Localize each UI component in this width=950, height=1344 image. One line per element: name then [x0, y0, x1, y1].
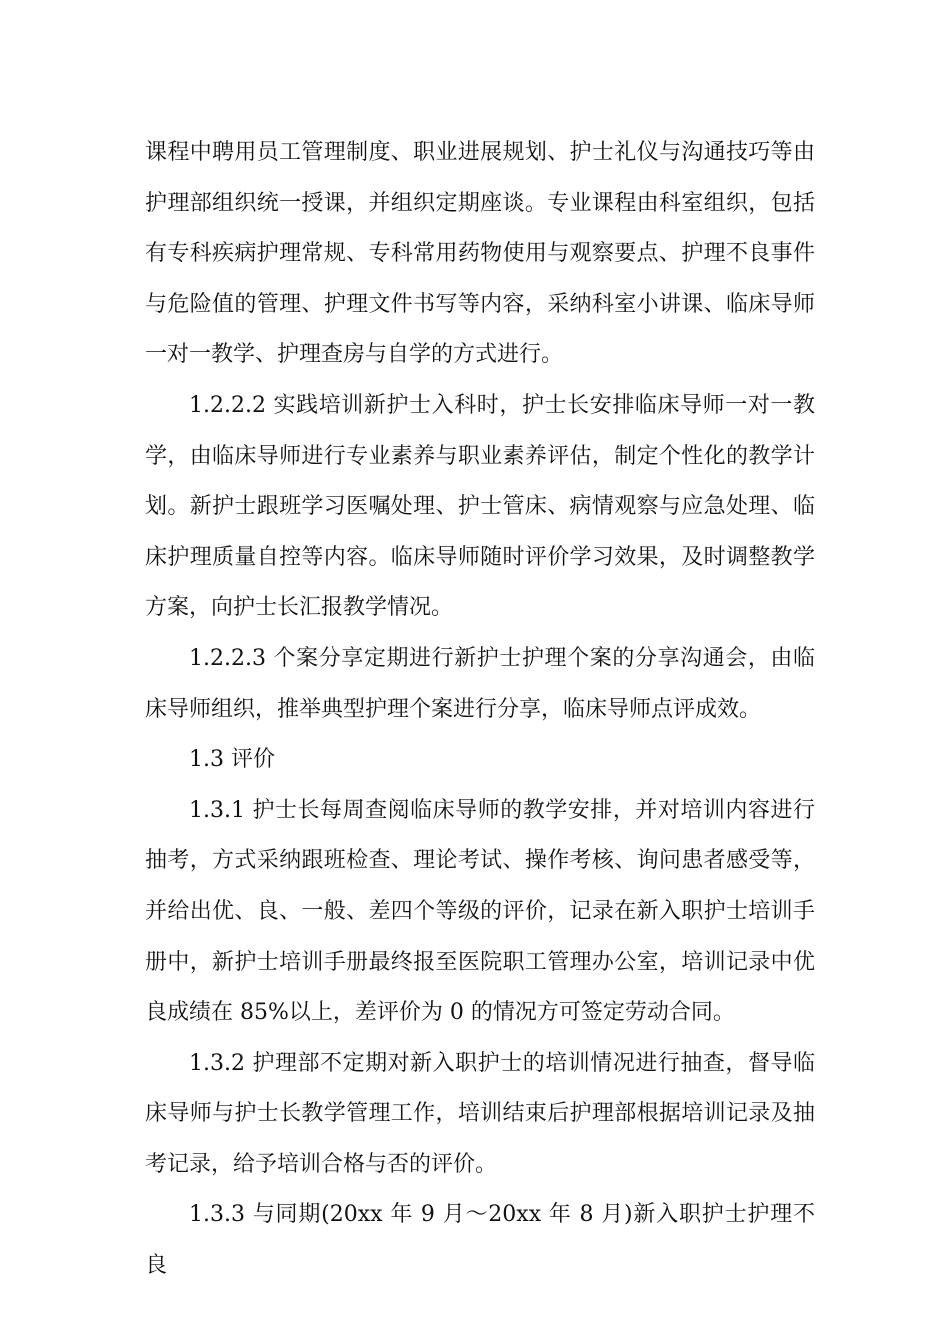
paragraph-practice-training: 1.2.2.2 实践培训新护士入科时，护士长安排临床导师一对一教学，由临床导师进行专业素养与职业素养评估，制定个性化的教学计划。新护士跟班学习医嘱处理、护士管床、病情观察与应急处理、临床护理质量自控等内容。临床导师随时评价学习效果，及时调整教学方案，向护士长汇报教学情况。: [145, 392, 815, 621]
section-heading-evaluation: 1.3 评价: [189, 747, 275, 773]
paragraph-nursing-dept-inspection: 1.3.2 护理部不定期对新入职护士的培训情况进行抽查，督导临床导师与护士长教学管理工作，培训结束后护理部根据培训记录及抽考记录，给予培训合格与否的评价。: [145, 1050, 815, 1177]
paragraph-course-content: 课程中聘用员工管理制度、职业进展规划、护士礼仪与沟通技巧等由护理部组织统一授课，并组织定期座谈。专业课程由科室组织，包括有专科疾病护理常规、专科常用药物使用与观察要点、护理不良事件与危险值的管理、护理文件书写等内容，采纳科室小讲课、临床导师一对一教学、护理查房与自学的方式进行。: [145, 140, 815, 368]
document-body: [145, 128, 815, 1292]
paragraph-head-nurse-review: 1.3.1 护士长每周查阅临床导师的教学安排，并对培训内容进行抽考，方式采纳跟班检查、理论考试、操作考核、询问患者感受等，并给出优、良、一般、差四个等级的评价，记录在新入职护士培训手册中，新护士培训手册最终报至医院职工管理办公室，培训记录中优良成绩在 85%以上，差评价为 0 的情况方可签定劳动合同。: [145, 797, 815, 1026]
paragraph-case-sharing: 1.2.2.3 个案分享定期进行新护士护理个案的分享沟通会，由临床导师组织，推举典型护理个案进行分享，临床导师点评成效。: [145, 645, 815, 722]
paragraph-comparison: 1.3.3 与同期(20xx 年 9 月～20xx 年 8 月)新入职护士护理不良: [145, 1202, 815, 1279]
